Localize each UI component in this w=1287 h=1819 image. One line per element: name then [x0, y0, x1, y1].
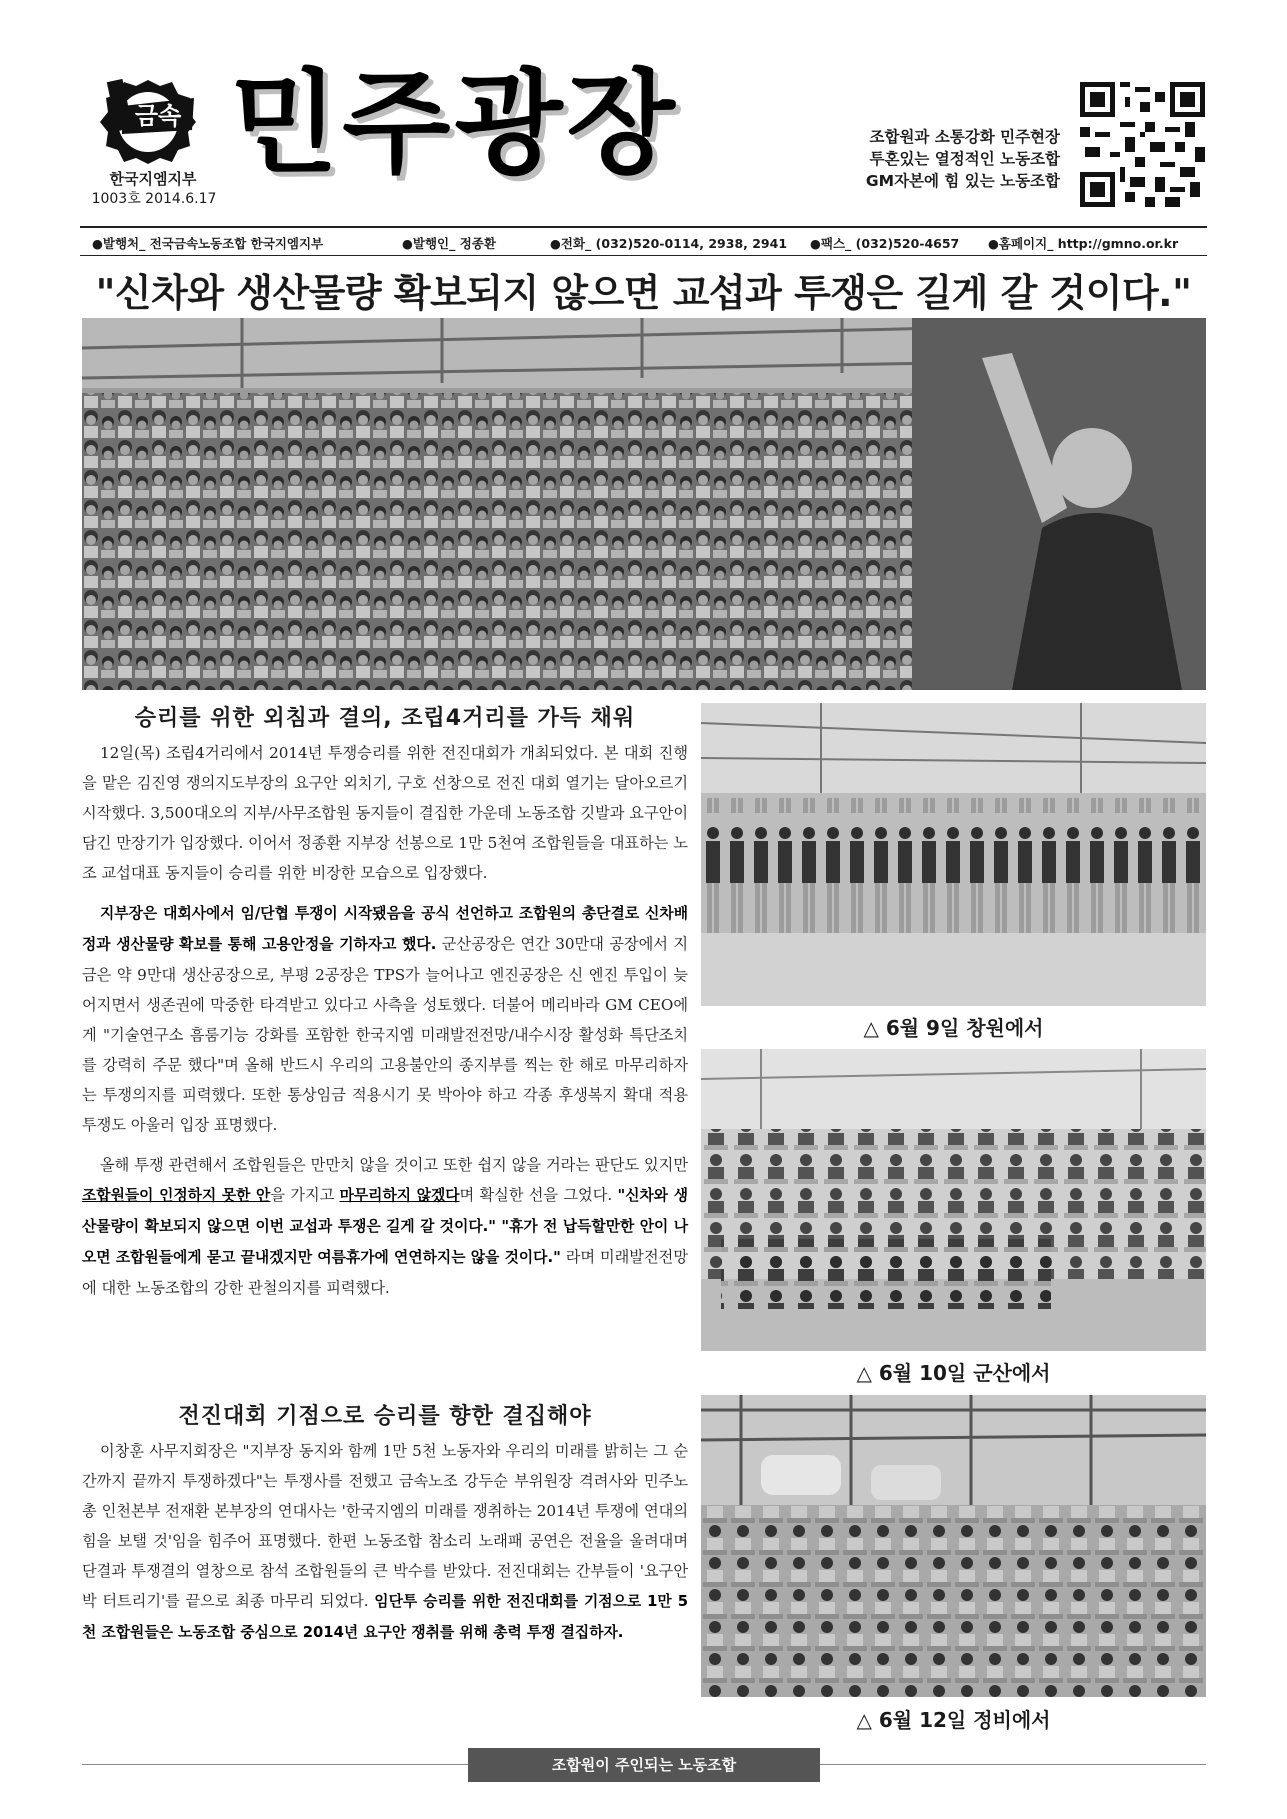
phone-info: ●전화_ (032)520-0114, 2938, 2941	[550, 236, 788, 251]
gunsan-rally-photo	[701, 1049, 1206, 1351]
article-title: 승리를 위한 외침과 결의, 조립4거리를 가득 채워	[134, 706, 636, 731]
emphasis-text: 지부장은 대회사에서 임/단협 투쟁이 시작됐음을 공식 선언하고 조합원의 총단결로 신차배정과 생산물량 확보를 통해 고용안정을 기하자고 했다.	[82, 905, 688, 953]
article-paragraph: 지부장은 대회사에서 임/단협 투쟁이 시작됐음을 공식 선언하고 조합원의 총단결로 신차배정과 생산물량 확보를 통해 고용안정을 기하자고 했다. 군산공장은 연간 30만대 공장에서 지금은 약 9만대 생산공장으로, 부평 2공장은 TPS가 늘어나고 엔진공장은 신 엔진 투입이 늦어지면서 생존권에 막중한 타격받고 있다고 사측을 성토했다. 더불어 메리바라 GM CEO에게 "기술연구소 흠룸기능 강화를 포함한 한국지엠 미래발전전망/내수시장 활성화 특단조치를 강력히 주문 했다"며 올해 반드시 우리의 고용불안의 종지부를 찍는 한 해로 마무리하자는 투쟁의지를 피력했다. 또한 통상임금 적용시기 못 박아야 하고 각종 후생복지 확대 적용 투쟁도 아울러 입장 표명했다.	[82, 905, 688, 1134]
article-paragraph: 올해 투쟁 관련해서 조합원들은 만만치 않을 것이고 또한 쉽지 않을 거라는 판단도 있지만 조합원들이 인정하지 못한 안을 가지고 마무리하지 않겠다며 확실한 선을 그었다. "신차와 생산물량이 확보되지 않으면 이번 교섭과 투쟁은 길게 갈 것이다." "휴가 전 납득할만한 안이 나오면 조합원들에게 묻고 끝내겠지만 여름휴가에 연연하지는 않을 것이다." 라며 미래발전전망에 대한 노동조합의 강한 관철의지를 피력했다.	[82, 1156, 688, 1297]
homepage-link[interactable]: ●홈페이지_ http://gmno.or.kr	[988, 236, 1179, 251]
org-name: 한국지엠지부	[109, 170, 197, 188]
slogan-line: GM자본에 힘 있는 노동조합	[865, 172, 1060, 190]
publication-info-bar	[80, 226, 1207, 256]
article-paragraph: 이창훈 사무지회장은 "지부장 동지와 함께 1만 5천 노동자와 우리의 미래를 밝히는 그 순간까지 끝까지 투쟁하겠다"는 투쟁사를 전했고 금속노조 강두순 부위원장 격려사와 민주노총 인천본부 전재환 본부장의 연대사는 '한국지엠의 미래를 쟁취하는 2014년 투쟁에 연대의 힘을 보탤 것'임을 힘주어 표명했다. 한편 노동조합 참소리 노래패 공연은 전율을 울려대며 단결과 투쟁결의 열창으로 참석 조합원들의 큰 박수를 받았다. 전진대회는 간부들이 '요구안 박 터트리기'를 끝으로 최종 마무리 되었다. 임단투 승리를 위한 전진대회를 기점으로 1만 5천 조합원들은 노동조합 중심으로 2014년 요구안 쟁취를 위해 총력 투쟁 결집하자.	[82, 1442, 688, 1641]
photo-caption: △ 6월 12일 정비에서	[856, 1708, 1051, 1732]
issue-number-date: 1003호 2014.6.17	[91, 191, 217, 207]
photo-caption: △ 6월 10일 군산에서	[856, 1361, 1051, 1385]
article-title: 전진대회 기점으로 승리를 향한 결집해야	[178, 1404, 592, 1429]
slogan-line: 조합원과 소통강화 민주현장	[869, 128, 1060, 146]
underlined-text: 조합원들이 인정하지 못한 안	[82, 1187, 271, 1204]
footer-slogan: 조합원이 주인되는 노동조합	[468, 1748, 820, 1782]
slogan-line: 투혼있는 열정적인 노동조합	[869, 150, 1060, 168]
photo-caption: △ 6월 9일 창원에서	[863, 1016, 1044, 1040]
newspaper-title: 민주광장	[230, 59, 679, 189]
article-rally	[82, 700, 688, 1303]
article-paragraph: 12일(목) 조립4거리에서 2014년 투쟁승리를 위한 전진대회가 개최되었다. 본 대회 진행을 맡은 김진영 쟁의지도부장의 요구안 외치기, 구호 선창으로 전진 대회 열기는 달아오르기 시작했다. 3,500대오의 지부/사무조합원 동지들이 결집한 가운데 노동조합 깃발과 요구안이 담긴 만장기가 입장했다. 이어서 정종환 지부장 선봉으로 1만 5천여 조합원들을 대표하는 노조 교섭대표 동지들이 승리를 위한 비장한 모습으로 입장했다.	[82, 744, 688, 882]
publisher-info: ●발행처_ 전국금속노동조합 한국지엠지부	[92, 236, 324, 251]
main-headline: "신차와 생산물량 확보되지 않으면 교섭과 투쟁은 길게 갈 것이다."	[95, 271, 1192, 315]
changwon-rally-photo	[701, 703, 1206, 1006]
underlined-text: 마무리하지 않겠다	[339, 1187, 460, 1204]
quote-text: "신차와 생산물량이 확보되지 않으면 이번 교섭과 투쟁은 길게 갈 것이다." "휴가 전 납득할만한 안이 나오면 조합원들에게 묻고 끝내겠지만 여름휴가에 연연하지는 않을 것이다."	[82, 1187, 688, 1266]
qr-code	[1080, 82, 1205, 207]
union-emblem-logo	[98, 76, 198, 168]
article-rally-conclusion	[82, 1398, 688, 1648]
svg-text:금속: 금속	[134, 102, 182, 130]
emphasis-text: 임단투 승리를 위한 전진대회를 기점으로 1만 5천 조합원들은 노동조합 중심으로 2014년 요구안 쟁취를 위해 총력 투쟁 결집하자.	[82, 1593, 688, 1641]
masthead	[80, 59, 1207, 232]
fax-info: ●팩스_ (032)520-4657	[810, 236, 960, 251]
slogans	[820, 126, 1060, 192]
main-rally-photo	[82, 318, 1206, 690]
issuer-info: ●발행인_ 정종환	[402, 236, 496, 251]
maintenance-rally-photo	[701, 1395, 1206, 1697]
